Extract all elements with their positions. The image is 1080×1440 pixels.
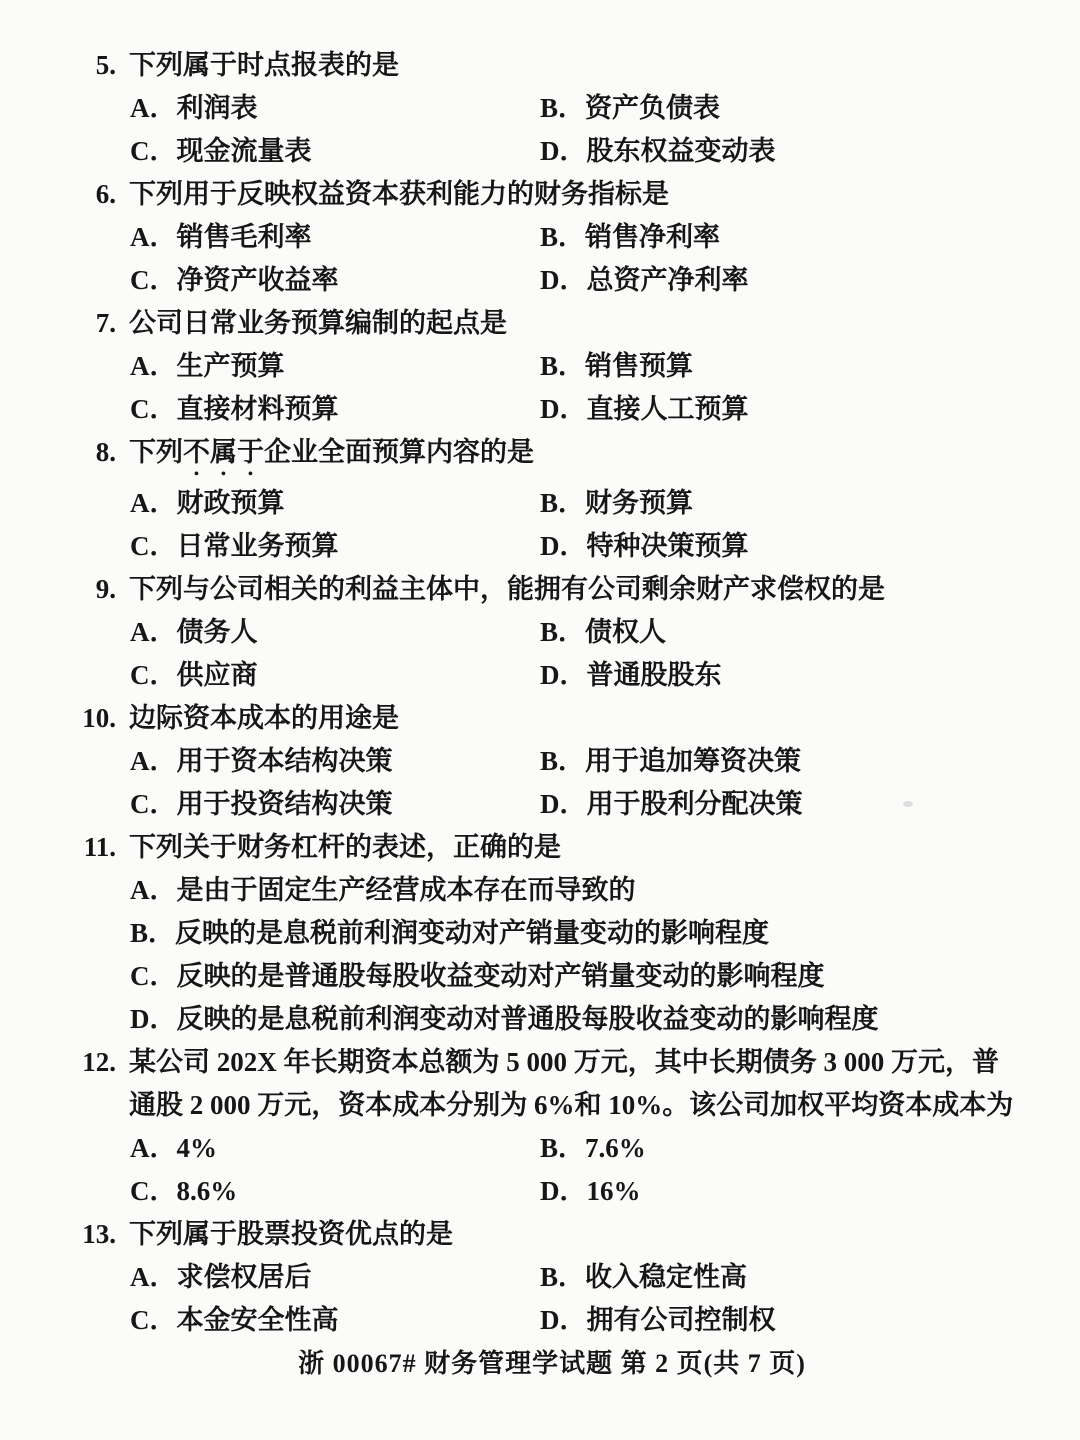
option-text: 用于股利分配决策 (586, 789, 803, 819)
option-text: 用于追加筹资决策 (585, 746, 802, 776)
question (82, 173, 1022, 302)
option-text: 资产负债表 (585, 93, 721, 123)
option-text: 拥有公司控制权 (586, 1305, 776, 1335)
option-label: C． (130, 394, 177, 424)
option-label: C． (130, 1305, 177, 1335)
stem-text: 下列 (129, 437, 183, 467)
option-A (130, 216, 540, 259)
option-D (540, 130, 1022, 173)
stem-text: 边际资本成本的用途是 (129, 703, 399, 733)
option-B (540, 740, 1022, 783)
option-B (130, 912, 1022, 955)
question-stem (116, 173, 1022, 216)
option-A (130, 611, 540, 654)
question-options (130, 345, 1022, 431)
question-number: 13. (82, 1219, 116, 1249)
option-text: 本金安全性高 (176, 1305, 339, 1335)
option-D (540, 525, 1022, 568)
question-stem-row (82, 1041, 1022, 1127)
question-stem (116, 302, 1022, 345)
option-D (540, 1299, 1022, 1342)
question-options (130, 1127, 1022, 1213)
option-D (540, 259, 1022, 302)
option-label: B． (540, 222, 586, 252)
option-text: 普通股股东 (586, 660, 722, 690)
question-list (82, 44, 1022, 1342)
question-number: 10. (82, 703, 116, 733)
option-label: B． (540, 1133, 586, 1163)
question-number: 9. (95, 574, 116, 604)
stem-text: 下列关于财务杠杆的表述，正确的是 (129, 832, 561, 862)
question-number: 11. (83, 832, 116, 862)
question-stem (116, 697, 1022, 740)
option-label: B． (540, 746, 586, 776)
option-A (130, 87, 540, 130)
option-label: D． (540, 394, 587, 424)
option-A (130, 345, 540, 388)
question (82, 44, 1022, 173)
option-text: 是由于固定生产经营成本存在而导致的 (176, 875, 636, 905)
question-number: 8. (95, 437, 116, 467)
option-label: A． (130, 222, 177, 252)
stem-text: 某公司 202X 年长期资本总额为 5 000 万元，其中长期债务 3 000 万元，普通股 2 000 万元，资本成本分别为 6%和 10%。该公司加权平均资本成本为 (129, 1047, 1014, 1120)
option-text: 总资产净利率 (586, 265, 749, 295)
question-stem (116, 568, 1022, 611)
option-label: A． (130, 875, 177, 905)
option-C (130, 525, 540, 568)
option-label: B． (540, 93, 586, 123)
option-C (130, 783, 540, 826)
option-text: 4% (176, 1133, 217, 1163)
question-stem-row (82, 302, 1022, 345)
question-stem (116, 44, 1022, 87)
option-text: 8.6% (176, 1176, 238, 1206)
option-label: D． (540, 789, 587, 819)
stem-text: 下列属于股票投资优点的是 (129, 1219, 453, 1249)
option-text: 财政预算 (176, 488, 285, 518)
option-text: 用于资本结构决策 (176, 746, 393, 776)
question-options (130, 87, 1022, 173)
option-label: B． (540, 617, 586, 647)
option-label: B． (130, 918, 176, 948)
option-D (130, 998, 1022, 1041)
option-C (130, 130, 540, 173)
option-text: 直接材料预算 (176, 394, 339, 424)
question-options (130, 740, 1022, 826)
question (82, 1041, 1022, 1213)
option-label: C． (130, 531, 177, 561)
option-label: C． (130, 136, 177, 166)
option-label: A． (130, 1133, 177, 1163)
option-text: 现金流量表 (176, 136, 312, 166)
question-stem (116, 826, 1022, 869)
stem-text: 公司日常业务预算编制的起点是 (129, 308, 507, 338)
option-text: 净资产收益率 (176, 265, 339, 295)
option-B (540, 1256, 1022, 1299)
option-label: A． (130, 488, 177, 518)
option-A (130, 1127, 540, 1170)
option-D (540, 783, 1022, 826)
stem-text: 下列用于反映权益资本获利能力的财务指标是 (129, 179, 669, 209)
option-label: A． (130, 617, 177, 647)
question-stem-row (82, 697, 1022, 740)
question-number: 6. (95, 179, 116, 209)
option-text: 销售净利率 (585, 222, 721, 252)
option-text: 7.6% (585, 1133, 646, 1163)
option-label: A． (130, 93, 177, 123)
stem-emphasized-text: 不属于 (183, 437, 264, 467)
option-C (130, 654, 540, 697)
option-label: D． (540, 136, 587, 166)
option-A (130, 482, 540, 525)
option-label: B． (540, 1262, 586, 1292)
option-label: D． (540, 265, 587, 295)
question (82, 697, 1022, 826)
page-footer: 浙 00067# 财务管理学试题 第 2 页(共 7 页) (298, 1349, 806, 1378)
option-D (540, 654, 1022, 697)
question-options (130, 611, 1022, 697)
option-label: A． (130, 1262, 177, 1292)
question-stem-row (82, 431, 1022, 482)
option-text: 用于投资结构决策 (176, 789, 393, 819)
question-number: 12. (82, 1047, 116, 1077)
question-options (130, 216, 1022, 302)
option-label: D． (540, 531, 587, 561)
option-C (130, 388, 540, 431)
question-options (130, 869, 1022, 1041)
option-C (130, 1170, 540, 1213)
question-stem-row (82, 173, 1022, 216)
question (82, 302, 1022, 431)
option-C (130, 259, 540, 302)
option-text: 反映的是息税前利润变动对产销量变动的影响程度 (175, 918, 770, 948)
question-stem-row (82, 1213, 1022, 1256)
option-text: 财务预算 (585, 488, 694, 518)
question-number: 7. (95, 308, 116, 338)
question-stem (116, 431, 1022, 482)
option-text: 收入稳定性高 (585, 1262, 748, 1292)
option-text: 债务人 (176, 617, 258, 647)
option-text: 生产预算 (176, 351, 285, 381)
option-text: 销售毛利率 (176, 222, 312, 252)
option-B (540, 216, 1022, 259)
option-label: C． (130, 265, 177, 295)
option-text: 特种决策预算 (586, 531, 749, 561)
scan-speck (903, 801, 913, 807)
option-text: 反映的是普通股每股收益变动对产销量变动的影响程度 (176, 961, 825, 991)
option-A (130, 869, 1022, 912)
option-text: 供应商 (176, 660, 258, 690)
option-text: 销售预算 (585, 351, 694, 381)
option-label: D． (540, 1305, 587, 1335)
option-label: D． (130, 1004, 177, 1034)
option-label: C． (130, 660, 177, 690)
option-B (540, 611, 1022, 654)
question-number: 5. (95, 50, 116, 80)
option-label: C． (130, 961, 177, 991)
question (82, 826, 1022, 1041)
option-text: 16% (586, 1176, 641, 1206)
option-label: B． (540, 488, 586, 518)
question-stem-row (82, 826, 1022, 869)
question-stem (116, 1213, 1022, 1256)
question-stem (116, 1041, 1022, 1127)
option-C (130, 955, 1022, 998)
option-label: C． (130, 1176, 177, 1206)
question (82, 1213, 1022, 1342)
option-C (130, 1299, 540, 1342)
question-stem-row (82, 44, 1022, 87)
option-D (540, 388, 1022, 431)
option-text: 直接人工预算 (586, 394, 749, 424)
stem-text: 下列与公司相关的利益主体中，能拥有公司剩余财产求偿权的是 (129, 574, 885, 604)
option-text: 日常业务预算 (176, 531, 339, 561)
option-text: 债权人 (585, 617, 667, 647)
option-B (540, 345, 1022, 388)
option-text: 股东权益变动表 (586, 136, 776, 166)
option-B (540, 1127, 1022, 1170)
option-A (130, 740, 540, 783)
stem-text: 下列属于时点报表的是 (129, 50, 399, 80)
option-text: 求偿权居后 (176, 1262, 312, 1292)
question (82, 568, 1022, 697)
option-label: A． (130, 351, 177, 381)
option-D (540, 1170, 1022, 1213)
option-text: 利润表 (176, 93, 258, 123)
option-B (540, 482, 1022, 525)
option-text: 反映的是息税前利润变动对普通股每股收益变动的影响程度 (176, 1004, 879, 1034)
option-A (130, 1256, 540, 1299)
option-label: C． (130, 789, 177, 819)
option-label: D． (540, 660, 587, 690)
option-B (540, 87, 1022, 130)
option-label: D． (540, 1176, 587, 1206)
stem-text: 企业全面预算内容的是 (264, 437, 534, 467)
option-label: A． (130, 746, 177, 776)
option-label: B． (540, 351, 586, 381)
question-options (130, 482, 1022, 568)
question-stem-row (82, 568, 1022, 611)
question (82, 431, 1022, 568)
question-options (130, 1256, 1022, 1342)
